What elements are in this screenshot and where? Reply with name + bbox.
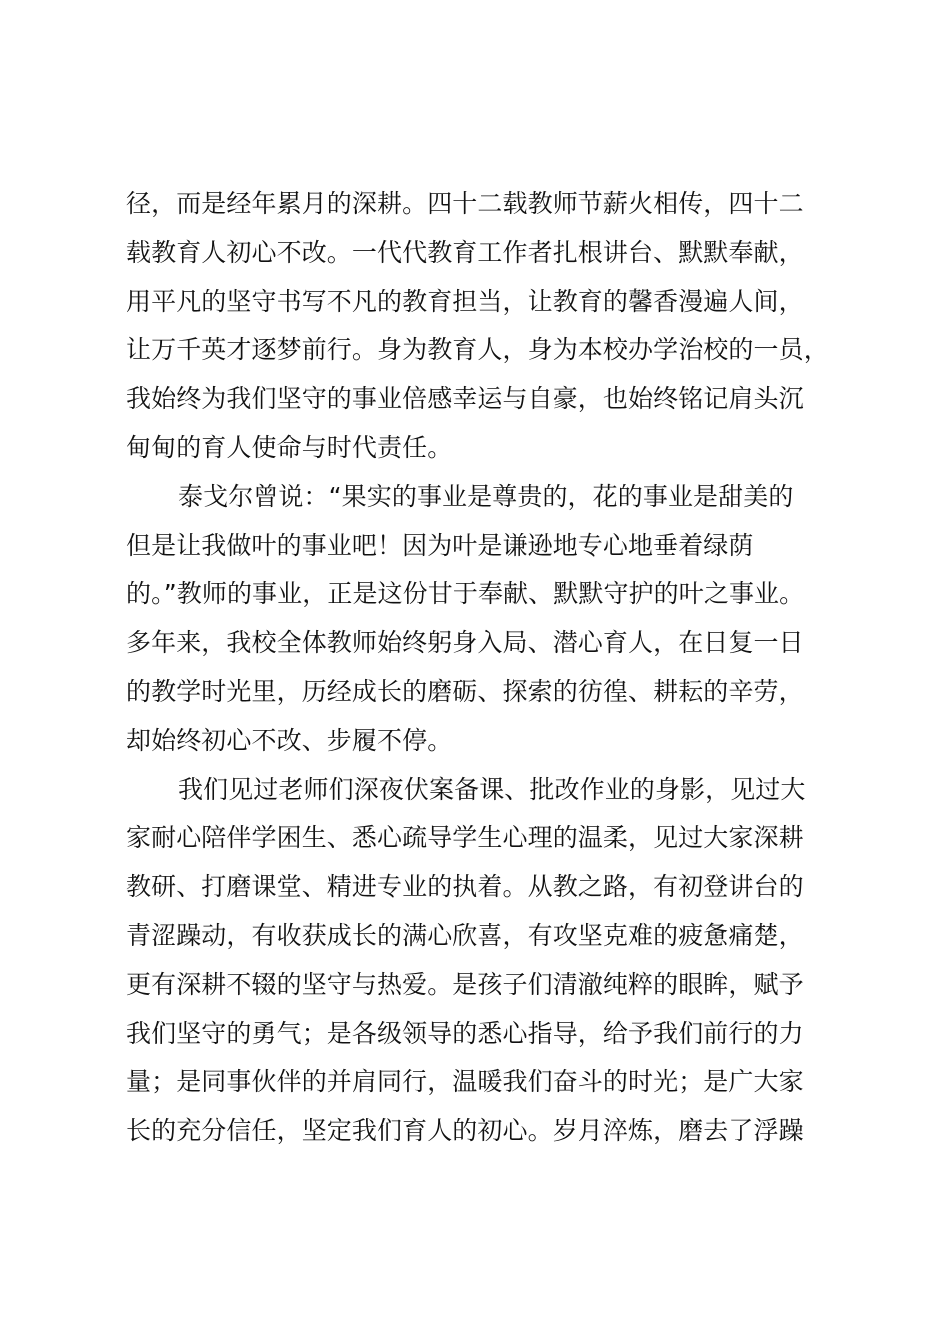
text-line: 用平凡的坚守书写不凡的教育担当，让教育的馨香漫遍人间， [126,286,804,316]
text-line: 甸甸的育人使命与时代责任。 [126,432,453,462]
text-line: 但是让我做叶的事业吧！因为叶是谦逊地专心地垂着绿荫 [126,530,754,560]
text-line: 的教学时光里，历经成长的磨砺、探索的彷徨、耕耘的辛劳， [126,676,804,706]
paragraph-first-line: 泰戈尔曾说：“果实的事业是尊贵的，花的事业是甜美的 [178,481,794,511]
text-line: 家耐心陪伴学困生、悉心疏导学生心理的温柔，见过大家深耕 [126,823,804,853]
text-line: 我们坚守的勇气；是各级领导的悉心指导，给予我们前行的力 [126,1018,804,1048]
text-line: 更有深耕不辍的坚守与热爱。是孩子们清澈纯粹的眼眸，赋予 [126,969,804,999]
text-line: 载教育人初心不改。一代代教育工作者扎根讲台、默默奉献， [126,237,804,267]
text-line: 量；是同事伙伴的并肩同行，温暖我们奋斗的时光；是广大家 [126,1067,804,1097]
text-line: 多年来，我校全体教师始终躬身入局、潜心育人，在日复一日 [126,628,804,658]
text-line: 却始终初心不改、步履不停。 [126,725,453,755]
text-line: 长的充分信任，坚定我们育人的初心。岁月淬炼，磨去了浮躁 [126,1116,804,1146]
text-line: 教研、打磨课堂、精进专业的执着。从教之路，有初登讲台的 [126,872,804,902]
text-line: 让万千英才逐梦前行。身为教育人，身为本校办学治校的一员， [126,335,829,365]
text-line: 我始终为我们坚守的事业倍感幸运与自豪，也始终铭记肩头沉 [126,384,804,414]
text-line: 青涩躁动，有收获成长的满心欣喜，有攻坚克难的疲惫痛楚， [126,920,804,950]
text-line: 径，而是经年累月的深耕。四十二载教师节薪火相传，四十二 [126,189,804,218]
text-line: 的。”教师的事业，正是这份甘于奉献、默默守护的叶之事业。 [126,579,805,609]
body-text [126,180,836,1156]
paragraph-first-line: 我们见过老师们深夜伏案备课、批改作业的身影，见过大 [178,774,806,804]
